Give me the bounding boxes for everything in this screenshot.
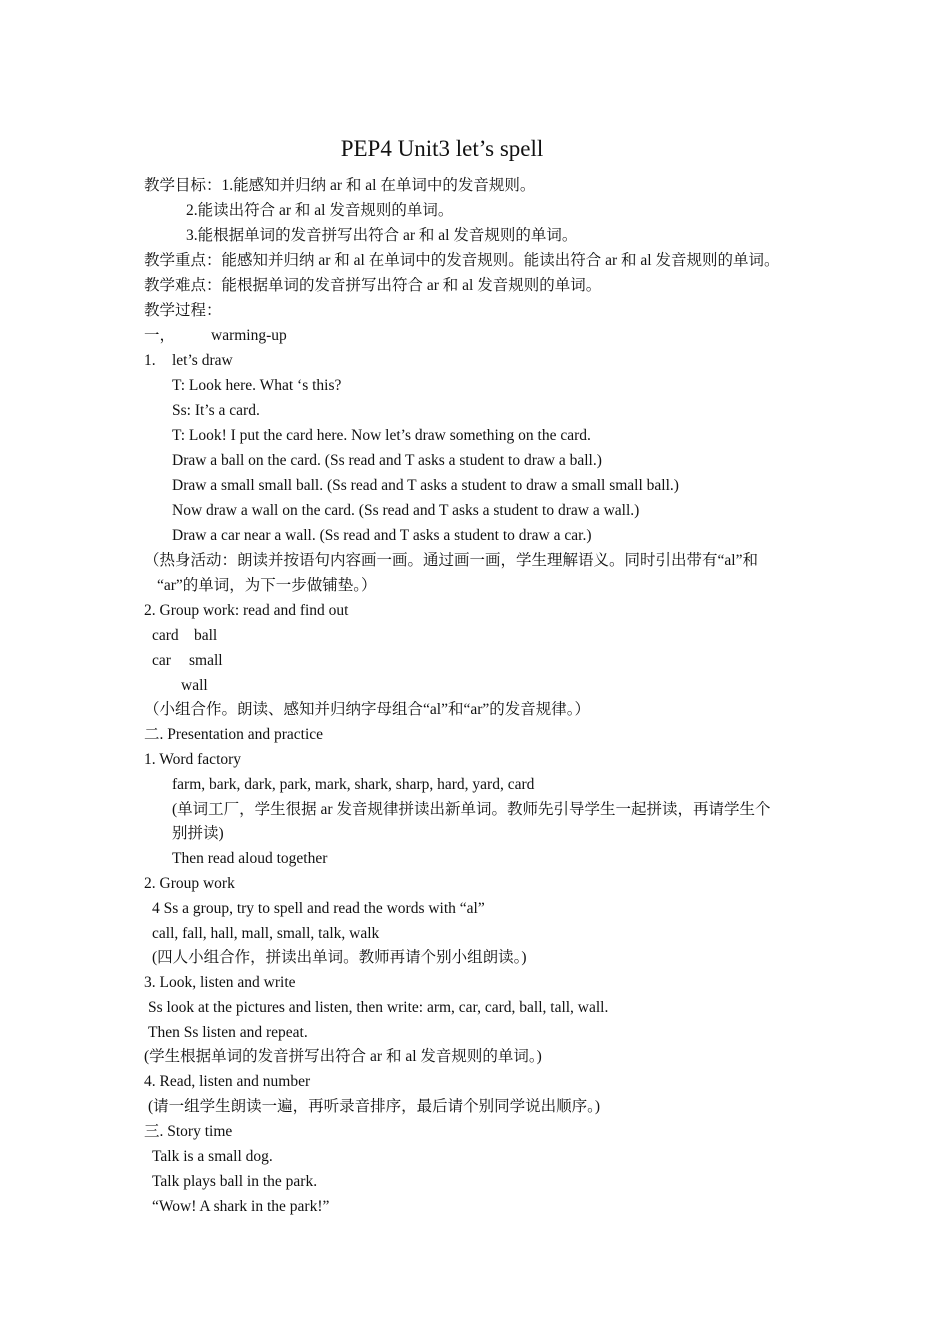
key-points: 教学重点：能感知并归纳 ar 和 al 在单词中的发音规则。能读出符合 ar 和 al 发音规则的单词。 bbox=[144, 252, 780, 269]
dialogue-line: Draw a ball on the card. (Ss read and T asks a student to draw a ball.) bbox=[172, 452, 602, 469]
document-title: PEP4 Unit3 let’s spell bbox=[340, 136, 544, 161]
dialogue-line: Draw a car near a wall. (Ss read and T asks a student to draw a car.) bbox=[172, 527, 592, 544]
difficult-points: 教学难点：能根据单词的发音拼写出符合 ar 和 al 发音规则的单词。 bbox=[144, 277, 602, 294]
section-1-title: warming-up bbox=[211, 327, 287, 344]
note-word-factory: (单词工厂，学生很据 ar 发音规律拼读出新单词。教师先引导学生一起拼读，再请学生个 bbox=[172, 801, 771, 818]
dialogue-line: T: Look! I put the card here. Now let’s draw something on the card. bbox=[172, 427, 591, 444]
read-aloud: Then read aloud together bbox=[172, 850, 328, 867]
word-card: card bbox=[152, 627, 179, 644]
word-small: small bbox=[189, 652, 223, 669]
note-look-listen: (学生根据单词的发音拼写出符合 ar 和 al 发音规则的单词。) bbox=[144, 1048, 542, 1065]
word-ball: ball bbox=[194, 627, 218, 644]
item-1-title: let’s draw bbox=[172, 352, 233, 369]
word-car: car bbox=[152, 652, 171, 669]
note-word-factory-cont: 别拼读) bbox=[172, 825, 224, 842]
story-line: Talk is a small dog. bbox=[152, 1148, 273, 1165]
look-listen-repeat: Then Ss listen and repeat. bbox=[148, 1024, 308, 1041]
dialogue-line: Now draw a wall on the card. (Ss read and T asks a student to draw a wall.) bbox=[172, 502, 640, 519]
dialogue-line: Ss: It’s a card. bbox=[172, 402, 260, 419]
word-factory-words: farm, bark, dark, park, mark, shark, sharp, hard, yard, card bbox=[172, 776, 535, 793]
look-listen-instruction: Ss look at the pictures and listen, then write: arm, car, card, ball, tall, wall. bbox=[148, 999, 609, 1016]
objective-2: 2.能读出符合 ar 和 al 发音规则的单词。 bbox=[186, 202, 454, 219]
item-1-number: 1. bbox=[144, 352, 156, 369]
objective-1: 教学目标：1.能感知并归纳 ar 和 al 在单词中的发音规则。 bbox=[144, 177, 536, 194]
story-line: “Wow! A shark in the park!” bbox=[152, 1198, 330, 1215]
item-2-title: 2. Group work: read and find out bbox=[144, 602, 349, 619]
note-group-work: (四人小组合作，拼读出单词。教师再请个别小组朗读。) bbox=[152, 949, 527, 966]
note-warmup-cont: “ar”的单词，为下一步做铺垫。） bbox=[157, 577, 377, 594]
section-1-number: 一， bbox=[144, 327, 176, 344]
note-read-listen: (请一组学生朗读一遍，再听录音排序，最后请个别同学说出顺序。) bbox=[148, 1098, 601, 1115]
group-work-title: 2. Group work bbox=[144, 875, 235, 892]
process-heading: 教学过程： bbox=[144, 302, 222, 319]
story-line: Talk plays ball in the park. bbox=[152, 1173, 318, 1190]
note-group: （小组合作。朗读、感知并归纳字母组合“al”和“ar”的发音规律。） bbox=[144, 701, 590, 718]
note-warmup: （热身活动：朗读并按语句内容画一画。通过画一画，学生理解语义。同时引出带有“al”和 bbox=[144, 552, 758, 569]
dialogue-line: Draw a small small ball. (Ss read and T asks a student to draw a small small ball.) bbox=[172, 477, 679, 494]
section-3-title: 三. Story time bbox=[144, 1123, 233, 1140]
word-factory-title: 1. Word factory bbox=[144, 751, 242, 768]
group-work-words: call, fall, hall, mall, small, talk, walk bbox=[152, 925, 380, 942]
word-wall: wall bbox=[181, 677, 208, 694]
dialogue-line: T: Look here. What ‘s this? bbox=[172, 377, 342, 394]
look-listen-title: 3. Look, listen and write bbox=[144, 974, 296, 991]
section-2-title: 二. Presentation and practice bbox=[144, 726, 324, 743]
objective-3: 3.能根据单词的发音拼写出符合 ar 和 al 发音规则的单词。 bbox=[186, 227, 578, 244]
read-listen-title: 4. Read, listen and number bbox=[144, 1073, 311, 1090]
group-work-instruction: 4 Ss a group, try to spell and read the words with “al” bbox=[152, 900, 485, 917]
